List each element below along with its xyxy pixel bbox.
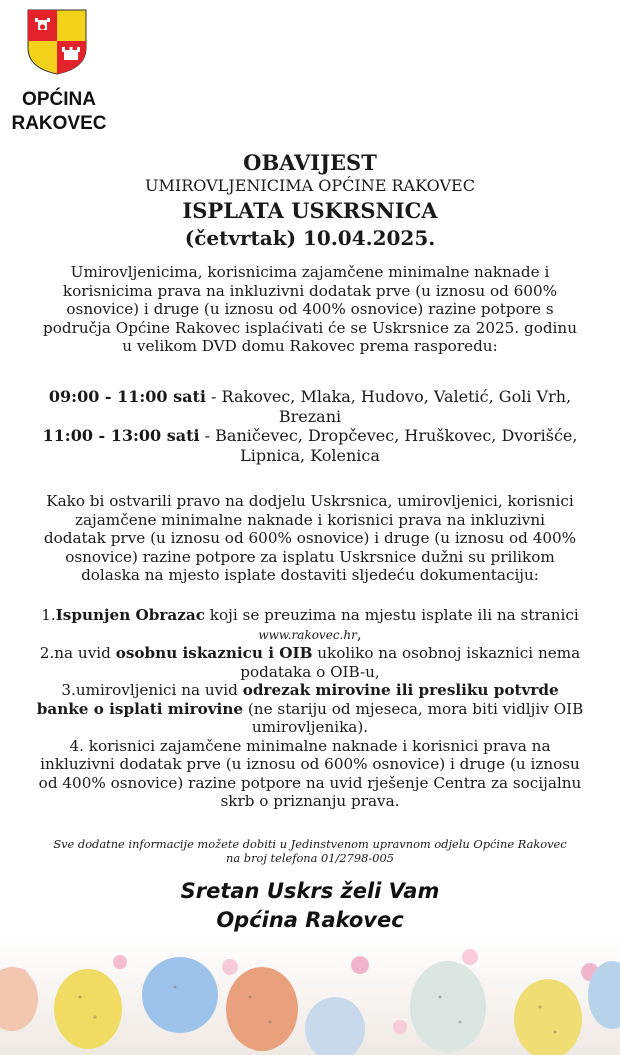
documents-line: Kako bi ostvarili pravo na dodjelu Uskrsnica, umirovljenici, korisnici [46,492,574,510]
schedule [8,387,612,465]
notice-subtitle: UMIROVLJENICIMA OPĆINE RAKOVEC [145,176,475,195]
list-item-text: (ne stariju od mjeseca, mora biti vidljiv OIB [243,699,584,718]
documents-line: dodatak prve (u iznosu od 600% osnovice) i druge (u iznosu od 400% [43,529,577,547]
list-item-bold: Ispunjen Obrazac [55,606,205,624]
documents-line: zajamčene minimalne naknade i korisnici prava na inkluzivni [74,510,546,529]
intro-line: korisnicima prava na inkluzivni dodatak prve (u iznosu od 600% [62,281,558,300]
easter-greeting-line2: Općina Rakovec [216,908,404,932]
intro-line: osnovice) i druge (u iznosu od 400% osnovice) razine potpore s [66,300,554,318]
documents-line: osnovice) razine potpore za isplatu Uskrsnice dužni su prilikom [65,547,555,566]
documents-line: dolaska na mjesto isplate dostaviti sljedeću dokumentaciju: [81,566,539,584]
list-item-cont: umirovljenika). [251,718,369,736]
schedule-places-cont: Brezani [278,406,342,426]
list-item-text: , [356,624,362,643]
easter-greeting [0,877,620,935]
contact-info-line: Sve dodatne informacije možete dobiti u Jedinstvenom upravnom odjelu Općine Rakovec [53,837,567,851]
schedule-places-cont: Lipnica, Kolenica [240,445,380,465]
notice-date: (četvrtak) 10.04.2025. [184,226,436,250]
schedule-row [8,387,612,407]
intro-line: u velikom DVD domu Rakovec prema rasporedu: [122,337,498,355]
list-item-url-line [8,625,612,645]
list-item-text: koji se preuzima na mjestu isplate ili na stranici [204,606,579,624]
notice-title: OBAVIJEST [243,150,377,175]
list-item-bold: osobnu iskaznicu i OIB [115,644,313,662]
list-item [8,681,612,700]
list-item-bold: odrezak mirovine ili presliku potvrde [242,681,559,699]
required-documents-list [8,606,612,811]
list-item [8,644,612,663]
intro-paragraph [8,263,612,356]
list-item-text: ukoliko na osobnoj iskaznici nema [312,644,581,662]
municipality-coat-of-arms [26,8,88,76]
list-item-cont: skrb o priznanju prava. [220,792,400,810]
list-item-bold: banke o isplati mirovine [36,699,244,718]
list-item-cont [8,700,612,719]
easter-eggs-image [0,937,620,1055]
easter-greeting-line1: Sretan Uskrs želi Vam [180,879,440,903]
notice-headline: ISPLATA USKRSNICA [182,198,438,223]
contact-info-line: na broj telefona 01/2798-005 [226,851,394,865]
list-item-cont: podataka o OIB-u, [240,662,380,681]
list-item-text: 3.umirovljenici na uvid [61,681,243,699]
list-item: 4. korisnici zajamčene minimalne naknade i korisnici prava na [69,736,551,755]
list-item-cont: inkluzivni dodatak prve (u iznosu od 600% osnovice) i druge (u iznosu [40,755,580,773]
list-item-cont: od 400% osnovice) razine potpore na uvid rješenje Centra za socijalnu [38,773,582,792]
intro-line: područja Općine Rakovec isplaćivati će se Uskrsnice za 2025. godinu [43,318,577,337]
documents-intro [8,492,612,585]
municipality-name-line2: RAKOVEC [11,113,107,134]
list-item-number: 1. [41,606,56,624]
municipality-name [0,88,118,136]
schedule-time: 09:00 - 11:00 sati [48,387,206,406]
contact-info [0,837,620,865]
schedule-time: 11:00 - 13:00 sati [42,426,200,445]
schedule-places: - Baničevec, Dropčevec, Hruškovec, Dvorišće, [199,426,578,445]
schedule-places: - Rakovec, Mlaka, Hudovo, Valetić, Goli Vrh, [205,387,572,406]
list-item [8,606,612,625]
schedule-row [8,426,612,446]
municipality-name-line1: OPĆINA [22,89,96,110]
website-link[interactable]: www.rakovec.hr [258,627,357,642]
list-item-text: 2.na uvid [39,644,116,662]
intro-line: Umirovljenicima, korisnicima zajamčene minimalne naknade i [70,263,550,281]
